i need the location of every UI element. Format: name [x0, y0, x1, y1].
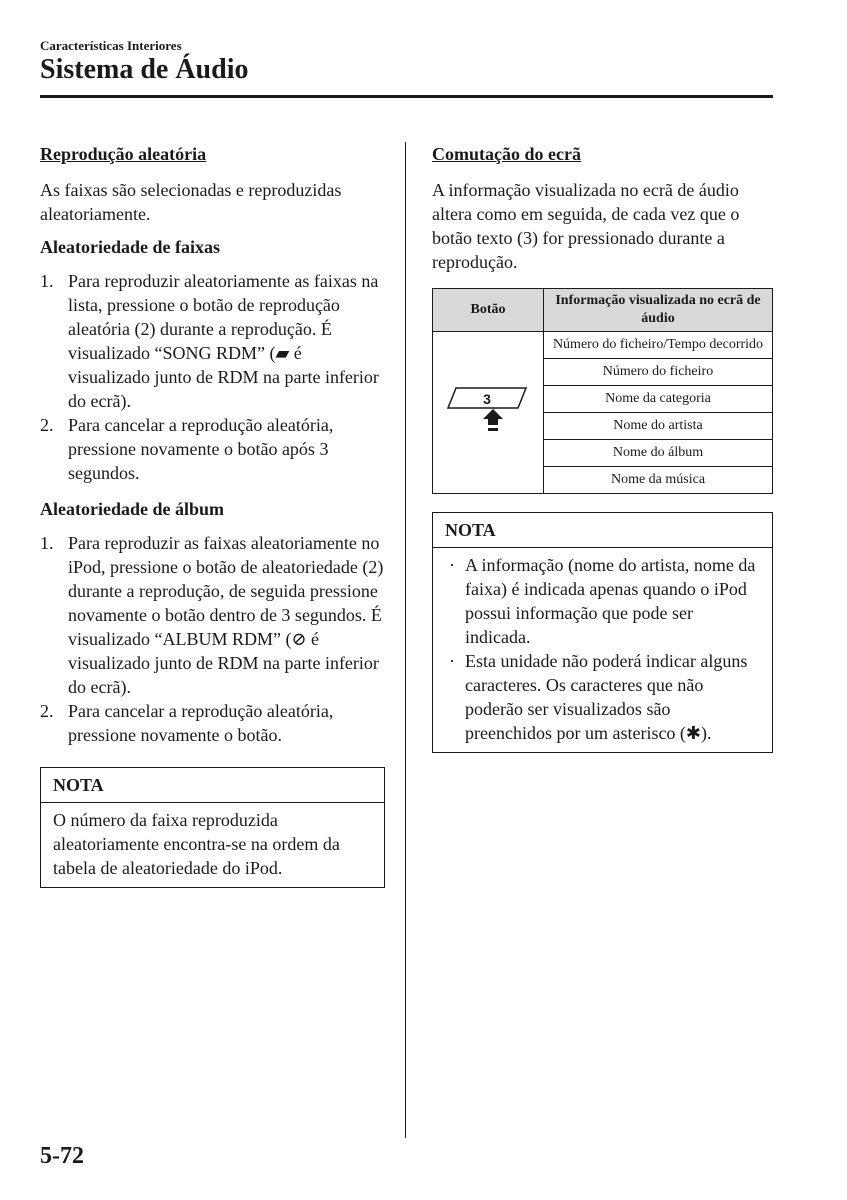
column-divider [405, 142, 406, 1138]
breadcrumb: Características Interiores [40, 38, 182, 53]
table-row: Nome do artista [544, 413, 773, 440]
display-info-table [432, 288, 773, 494]
page-title: Sistema de Áudio [40, 54, 249, 85]
table-row: Nome do álbum [544, 440, 773, 467]
step-number: 2. [40, 701, 54, 721]
table-row: Nome da categoria [544, 386, 773, 413]
note-box-right [432, 512, 773, 753]
album-random-heading: Aleatoriedade de álbum [40, 499, 224, 519]
note-body [433, 548, 772, 752]
list-item [40, 531, 385, 699]
note-box-left [40, 767, 385, 888]
left-column [40, 142, 385, 888]
table-row: Número do ficheiro [544, 359, 773, 386]
list-item [40, 269, 385, 413]
button-cell [433, 332, 544, 494]
screen-toggle-intro: A informação visualizada no ecrã de áudio altera como em seguida, de cada vez que o botão texto (3) for pressionado durante a reprodução. [432, 180, 740, 272]
list-item [40, 413, 385, 485]
text-button-3-icon [446, 381, 530, 439]
step-text: Para cancelar a reprodução aleatória, pressione novamente o botão. [68, 701, 334, 745]
step-text: Para cancelar a reprodução aleatória, pressione novamente o botão após 3 segundos. [68, 415, 334, 483]
table-row: Nome da música [544, 467, 773, 494]
step-text: Para reproduzir as faixas aleatoriamente no iPod, pressione o botão de aleatoriedade (2) durante a reprodução, de seguida pressione novamente o botão dentro de 3 segundos. É visualizado “ALBUM RDM” (⊘ é visualizado junto de RDM na parte inferior do ecrã). [68, 533, 384, 697]
step-number: 1. [40, 533, 54, 553]
track-random-heading: Aleatoriedade de faixas [40, 237, 220, 257]
table-row: Número do ficheiro/Tempo decorrido [544, 332, 773, 359]
note-text: O número da faixa reproduzida aleatoriamente encontra-se na ordem da tabela de aleatoriedade do iPod. [53, 810, 340, 878]
title-rule [40, 95, 773, 98]
step-number: 2. [40, 415, 54, 435]
list-item [445, 553, 760, 649]
table-header-button: Botão [433, 289, 544, 332]
note-bullets [445, 553, 760, 745]
screen-toggle-heading: Comutação do ecrã [432, 144, 581, 164]
button-number-label: 3 [483, 390, 491, 407]
note-title: NOTA [41, 768, 384, 803]
step-number: 1. [40, 271, 54, 291]
note-title: NOTA [433, 513, 772, 548]
bullet-marker: · [449, 555, 455, 575]
table-header-info: Informação visualizada no ecrã de áudio [544, 289, 773, 332]
random-playback-intro: As faixas são selecionadas e reproduzidas aleatoriamente. [40, 180, 342, 224]
bullet-marker: · [449, 651, 455, 671]
page-number: 5-72 [40, 1143, 84, 1169]
track-random-steps [40, 269, 385, 485]
bullet-text: Esta unidade não poderá indicar alguns caracteres. Os caracteres que não poderão ser visualizados são preenchidos por um asterisco (✱). [465, 651, 748, 743]
list-item [445, 649, 760, 745]
bullet-text: A informação (nome do artista, nome da faixa) é indicada apenas quando o iPod possui informação que pode ser indicada. [465, 555, 756, 647]
step-text: Para reproduzir aleatoriamente as faixas na lista, pressione o botão de reprodução aleatória (2) durante a reprodução. É visualizado “SONG RDM” (▰ é visualizado junto de RDM na parte inferior do ecrã). [68, 271, 379, 411]
right-column [432, 142, 773, 753]
album-random-steps [40, 531, 385, 747]
list-item [40, 699, 385, 747]
random-playback-heading: Reprodução aleatória [40, 144, 207, 164]
